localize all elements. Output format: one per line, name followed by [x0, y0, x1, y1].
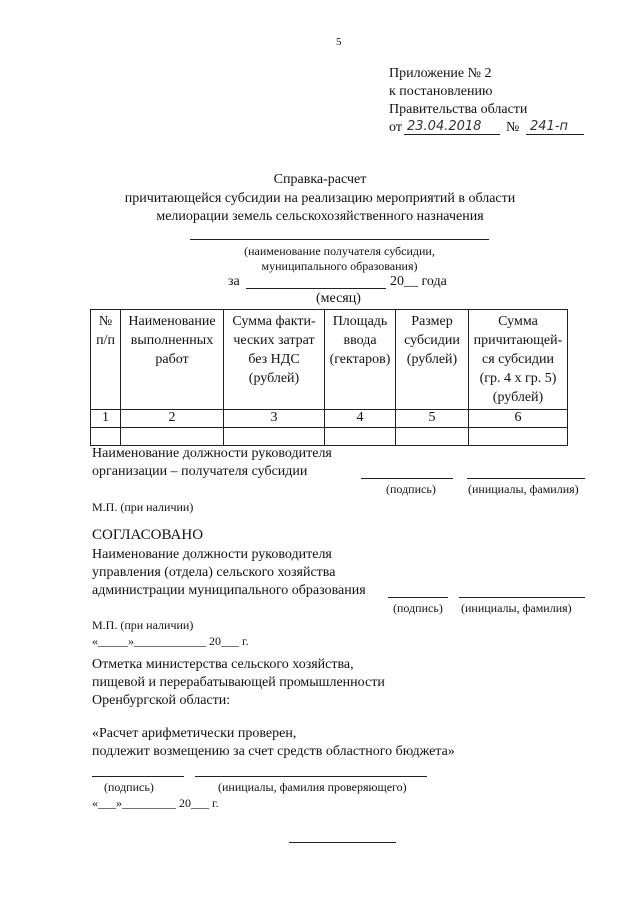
- month-caption: (месяц): [316, 291, 361, 306]
- col-number-5: 5: [396, 410, 469, 428]
- agreed-stamp-note: М.П. (при наличии): [92, 618, 194, 632]
- calculation-table: [90, 309, 568, 446]
- agreed-signature-line: [388, 597, 448, 598]
- col-header-costs: Сумма факти- ческих затрат без НДС (рублей): [224, 310, 325, 410]
- col-number-6: 6: [469, 410, 568, 428]
- title-line-3: мелиорации земель сельскохозяйственного назначения: [156, 209, 484, 224]
- table-number-row: [91, 410, 568, 428]
- appendix-line-1: Приложение № 2: [389, 66, 492, 81]
- table-empty-row: [91, 428, 568, 446]
- recipient-caption-1: (наименование получателя субсидии,: [244, 244, 435, 258]
- recipient-name-line: [190, 239, 489, 240]
- agreed-line-3: администрации муниципального образования: [92, 583, 366, 598]
- col-number-4: 4: [325, 410, 396, 428]
- appendix-date-prefix: от: [389, 120, 402, 135]
- appendix-line-3: Правительства области: [389, 102, 528, 117]
- period-year: 20__ года: [390, 274, 447, 289]
- title-line-1: Справка-расчет: [273, 172, 367, 187]
- agreed-date-line: «_____»____________ 20___ г.: [92, 634, 249, 648]
- col-header-number: № п/п: [91, 310, 121, 410]
- col-number-2: 2: [121, 410, 224, 428]
- ministry-quote-1: «Расчет арифметически проверен,: [92, 726, 297, 741]
- ministry-line-2: пищевой и перерабатывающей промышленности: [92, 675, 385, 690]
- ministry-quote-2: подлежит возмещению за счет средств областного бюджета»: [92, 744, 455, 759]
- ministry-initials-caption: (инициалы, фамилия проверяющего): [218, 780, 407, 794]
- appendix-line-2: к постановлению: [389, 84, 493, 99]
- ministry-signature-line: [92, 776, 184, 777]
- col-number-3: 3: [224, 410, 325, 428]
- ministry-line-1: Отметка министерства сельского хозяйства,: [92, 657, 354, 672]
- agreed-line-2: управления (отдела) сельского хозяйства: [92, 565, 336, 580]
- period-prefix: за: [228, 274, 240, 289]
- ministry-date-line: «___»_________ 20___ г.: [92, 796, 219, 810]
- month-line: [246, 288, 386, 289]
- head-signature-line: [361, 478, 453, 479]
- agreed-title: СОГЛАСОВАНО: [92, 527, 204, 543]
- col-header-works: Наименование выполненных работ: [121, 310, 224, 410]
- appendix-number-prefix: №: [506, 120, 520, 135]
- head-position-line-1: Наименование должности руководителя: [92, 446, 332, 461]
- appendix-number-value: 241-п: [530, 119, 569, 134]
- agreed-initials-line: [459, 597, 585, 598]
- ministry-initials-line: [195, 776, 427, 777]
- closing-separator: [289, 842, 396, 843]
- head-position-line-2: организации – получателя субсидии: [92, 464, 308, 479]
- ministry-signature-caption: (подпись): [104, 780, 154, 794]
- head-initials-line: [467, 478, 585, 479]
- ministry-line-3: Оренбургской области:: [92, 693, 231, 708]
- page-number: 5: [336, 36, 342, 48]
- col-header-rate: Размер субсидии (рублей): [396, 310, 469, 410]
- col-header-subsidy: Сумма причитающей- ся субсидии (гр. 4 х гр. 5) (рублей): [469, 310, 568, 410]
- agreed-signature-caption: (подпись): [393, 601, 443, 615]
- head-signature-caption: (подпись): [386, 482, 436, 496]
- agreed-initials-caption: (инициалы, фамилия): [461, 601, 572, 615]
- head-stamp-note: М.П. (при наличии): [92, 500, 194, 514]
- recipient-caption-2: муниципального образования): [261, 259, 418, 273]
- col-number-1: 1: [91, 410, 121, 428]
- col-header-area: Площадь ввода (гектаров): [325, 310, 396, 410]
- agreed-line-1: Наименование должности руководителя: [92, 547, 332, 562]
- title-line-2: причитающейся субсидии на реализацию мероприятий в области: [124, 191, 516, 206]
- head-initials-caption: (инициалы, фамилия): [468, 482, 579, 496]
- appendix-date-value: 23.04.2018: [407, 119, 482, 134]
- table-header-row: [91, 310, 568, 410]
